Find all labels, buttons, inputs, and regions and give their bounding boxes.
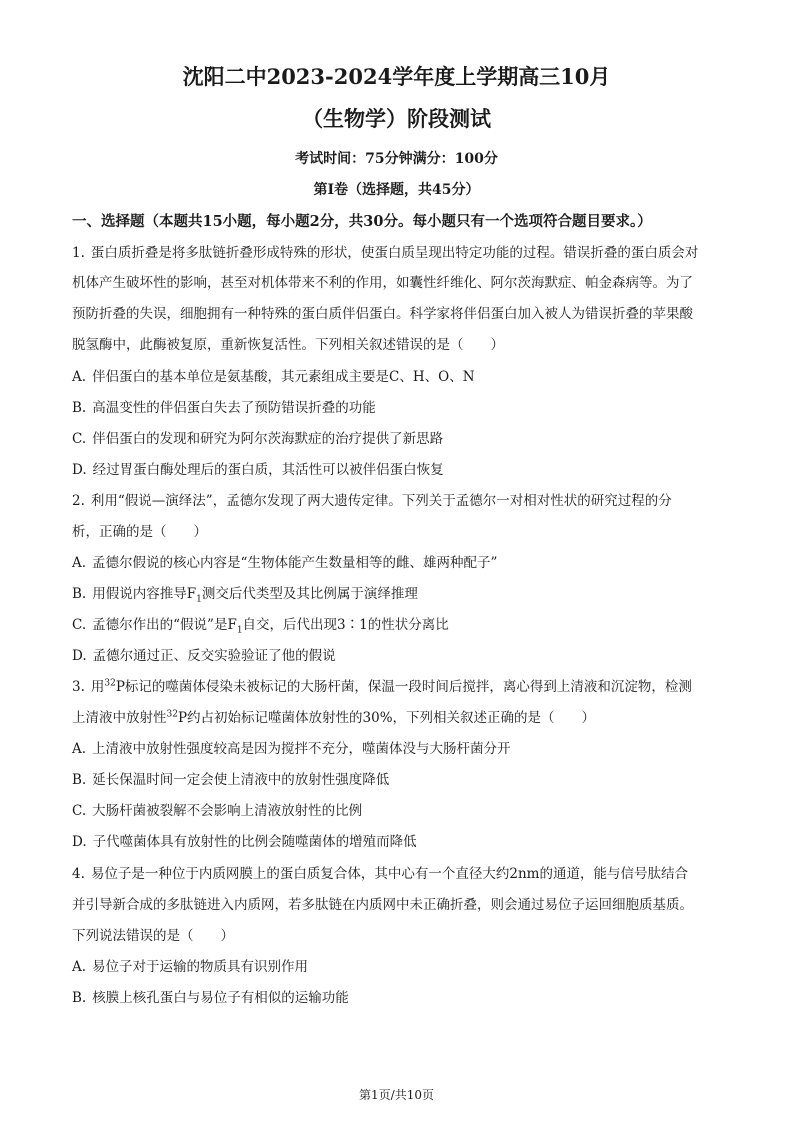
option-label: C. bbox=[72, 431, 87, 447]
subscript: 1 bbox=[196, 594, 202, 605]
q1-option-a bbox=[72, 366, 475, 388]
q3-stem-post: P约占初始标记噬菌体放射性的30%，下列相关叙述正确的是（ ） bbox=[177, 710, 596, 726]
option-text: 延长保温时间一定会使上清液中的放射性强度降低 bbox=[92, 772, 390, 788]
q1-stem-line-3: 预防折叠的失误，细胞拥有一种特殊的蛋白质伴侣蛋白。科学家将伴侣蛋白加入被人为错误折叠的苹果酸 bbox=[72, 306, 693, 322]
q3-option-d bbox=[72, 831, 417, 853]
q1-stem-text: 蛋白质折叠是将多肽链折叠形成特殊的形状，使蛋白质呈现出特定功能的过程。错误折叠的蛋白质会对 bbox=[90, 245, 699, 261]
superscript: 32 bbox=[104, 678, 116, 689]
q3-stem-pre: 用 bbox=[90, 679, 105, 695]
section-heading: 一、选择题（本题共15小题，每小题2分，共30分。每小题只有一个选项符合题目要求。） bbox=[72, 213, 652, 230]
subscript: 1 bbox=[236, 625, 243, 636]
option-text: 经过胃蛋白酶处理后的蛋白质，其活性可以被伴侣蛋白恢复 bbox=[92, 462, 444, 478]
option-label: C. bbox=[72, 803, 87, 819]
q4-stem-line-2: 并引导新合成的多肽链进入内质网，若多肽链在内质网中未正确折叠，则会通过易位子运回细胞质基质。 bbox=[72, 897, 693, 913]
q1-stem-line-1 bbox=[72, 242, 698, 264]
option-label: A. bbox=[72, 959, 87, 975]
q3-option-c bbox=[72, 800, 362, 822]
q4-option-a bbox=[72, 956, 308, 978]
option-text-pre: 用假说内容推导F bbox=[92, 586, 197, 602]
q3-option-b bbox=[72, 769, 389, 791]
q1-option-d bbox=[72, 459, 444, 481]
q2-option-a bbox=[72, 552, 497, 574]
q1-number: 1. bbox=[72, 245, 85, 261]
q2-number: 2. bbox=[72, 493, 85, 509]
q2-option-b bbox=[72, 583, 418, 605]
q2-stem-line-2: 析，正确的是（ ） bbox=[72, 524, 207, 540]
option-text: 孟德尔假说的核心内容是“生物体能产生数量相等的雌、雄两种配子” bbox=[92, 555, 498, 571]
option-text: 孟德尔通过正、反交实验验证了他的假说 bbox=[92, 648, 336, 664]
page-number: 第1页/共10页 bbox=[359, 1088, 434, 1102]
q3-option-a bbox=[72, 738, 511, 760]
option-text: 上清液中放射性强度较高是因为搅拌不充分，噬菌体没与大肠杆菌分开 bbox=[92, 741, 511, 757]
option-text: 易位子对于运输的物质具有识别作用 bbox=[92, 959, 309, 975]
q3-stem-pre: 上清液中放射性 bbox=[72, 710, 167, 726]
q2-stem-text: 利用“假说—演绎法”，孟德尔发现了两大遗传定律。下列关于孟德尔一对相对性状的研究过程的分 bbox=[90, 493, 672, 509]
option-label: D. bbox=[72, 648, 87, 664]
option-text: 伴侣蛋白的发现和研究为阿尔茨海默症的治疗提供了新思路 bbox=[92, 431, 444, 447]
exam-title: 沈阳二中2023-2024学年度上学期高三10月 bbox=[182, 64, 611, 89]
option-label: D. bbox=[72, 834, 87, 850]
option-label: A. bbox=[72, 555, 87, 571]
q3-stem-post: P标记的噬菌体侵染未被标记的大肠杆菌，保温一段时间后搅拌，离心得到上清液和沉淀物，检测 bbox=[115, 679, 692, 695]
q4-stem-line-3: 下列说法错误的是（ ） bbox=[72, 928, 234, 944]
q2-stem-line-1 bbox=[72, 490, 672, 512]
q1-stem-line-2: 机体产生破坏性的影响，甚至对机体带来不利的作用，如囊性纤维化、阿尔茨海默症、帕金森病等。为了 bbox=[72, 275, 693, 291]
q3-stem-line-2 bbox=[72, 707, 595, 729]
option-label: C. bbox=[72, 617, 87, 633]
superscript: 32 bbox=[166, 709, 178, 720]
q4-stem-line-1 bbox=[72, 863, 688, 885]
option-text: 伴侣蛋白的基本单位是氨基酸，其元素组成主要是C、H、O、N bbox=[92, 369, 475, 385]
q4-stem-text: 易位子是一种位于内质网膜上的蛋白质复合体，其中心有一个直径大约2nm的通道，能与信号肽结合 bbox=[90, 866, 688, 882]
option-text: 子代噬菌体具有放射性的比例会随噬菌体的增殖而降低 bbox=[92, 834, 417, 850]
q1-option-b bbox=[72, 397, 376, 419]
exam-subject-title: （生物学）阶段测试 bbox=[302, 106, 491, 131]
volume-info: 第I卷（选择题，共45分） bbox=[313, 182, 480, 198]
option-text-post: 自交，后代出现3∶1的性状分离比 bbox=[242, 617, 449, 633]
option-label: A. bbox=[72, 741, 87, 757]
q2-option-d bbox=[72, 645, 336, 667]
q3-number: 3. bbox=[72, 679, 85, 695]
option-text: 高温变性的伴侣蛋白失去了预防错误折叠的功能 bbox=[92, 400, 376, 416]
q2-option-c bbox=[72, 614, 449, 636]
option-label: D. bbox=[72, 462, 87, 478]
q4-number: 4. bbox=[72, 866, 85, 882]
option-text-post: 测交后代类型及其比例属于演绎推理 bbox=[201, 586, 418, 602]
option-text: 核膜上核孔蛋白与易位子有相似的运输功能 bbox=[92, 990, 349, 1006]
q4-option-b bbox=[72, 987, 349, 1009]
option-label: B. bbox=[72, 772, 87, 788]
option-text: 大肠杆菌被裂解不会影响上清液放射性的比例 bbox=[92, 803, 363, 819]
option-label: B. bbox=[72, 990, 87, 1006]
option-label: B. bbox=[72, 400, 87, 416]
q1-option-c bbox=[72, 428, 443, 450]
exam-time-info: 考试时间：75分钟满分：100分 bbox=[295, 151, 498, 167]
option-label: B. bbox=[72, 586, 87, 602]
q3-stem-line-1 bbox=[72, 676, 692, 698]
option-text-pre: 孟德尔作出的“假说”是F bbox=[92, 617, 237, 633]
q1-stem-line-4: 脱氢酶中，此酶被复原，重新恢复活性。下列相关叙述错误的是（ ） bbox=[72, 337, 504, 353]
option-label: A. bbox=[72, 369, 87, 385]
